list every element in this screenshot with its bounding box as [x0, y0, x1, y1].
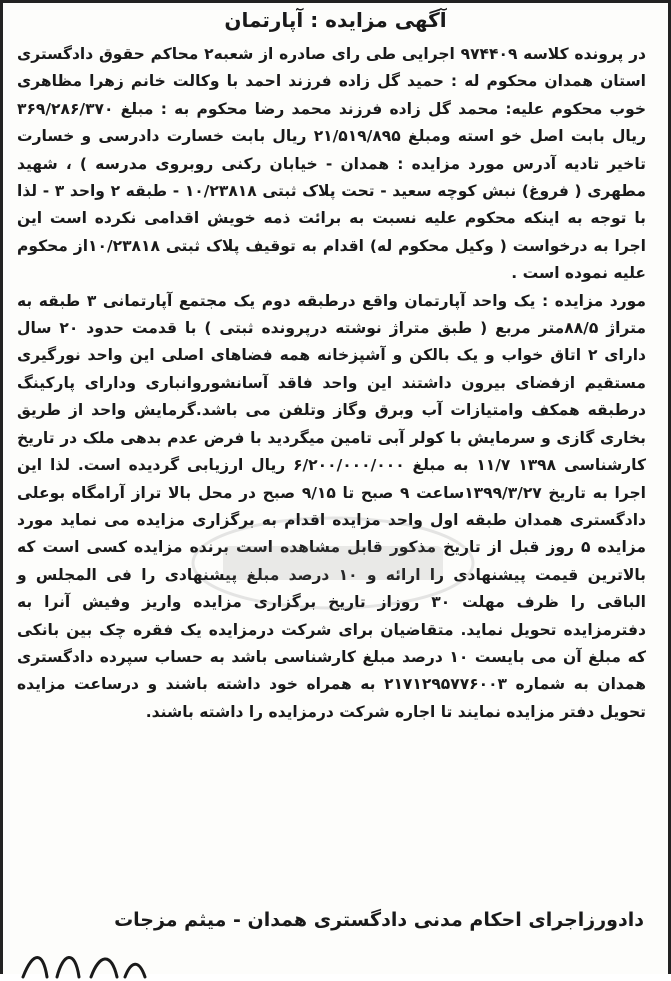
notice-body — [3, 41, 668, 726]
handwritten-mark — [13, 941, 153, 981]
notice-paragraph-case: در پرونده کلاسه ۹۷۴۴۰۹ اجرایی طی رای صادره از شعبه۲ محاکم حقوق دادگستری استان همدان محکوم له : حمید گل زاده فرزند احمد با وکالت خانم زهرا مظاهری خوب محکوم علیه: محمد گل زاده فرزند محمد رضا محکوم به : مبلغ ۳۶۹/۲۸۶/۳۷۰ ریال بابت اصل خو استه ومبلغ ۲۱/۵۱۹/۸۹۵ ریال بابت خسارت دادرسی و خسارت تاخیر تادیه آدرس مورد مزایده : همدان - خیابان رکنی روبروی مدرسه ) ، شهید مطهری ( فروغ) نبش کوچه سعید - تحت پلاک ثبتی ۱۰/۲۳۸۱۸ - طبقه ۲ واحد ۳ - لذا با توجه به اینکه محکوم علیه نسبت به برائت ذمه خویش اقدامی نکرده است این اجرا به درخواست ( وکیل محکوم له) اقدام به توقیف پلاک ثبتی ۱۰/۲۳۸۱۸از محکوم علیه نموده است . — [17, 45, 647, 283]
signature-line: دادورزاجرای احکام مدنی دادگستری همدان - میثم مزجات — [114, 909, 644, 931]
notice-paragraph-auction-item: مورد مزایده : یک واحد آپارتمان واقع درطبقه دوم یک مجتمع آپارتمانی ۳ طبقه به متراژ ۸۸/۵متر مربع ( طبق متراژ نوشته درپرونده ثبتی ) با قدمت حدود ۲۰ سال دارای ۲ اتاق خواب و یک بالکن و آشپزخانه همه فضاهای اصلی این واحد نورگیری مستقیم ازفضای بیرون داشتند این واحد فاقد آسانشوروانباری ودارای پارکینگ درطبقه همکف وامتیازات آب وبرق وگاز وتلفن می باشد.گرمایش واحد از طریق بخاری گازی و سرمایش با کولر آبی تامین میگردید با فرض عدم بدهی ملک در تاریخ کارشناسی ۱۳۹۸ ۱۱/۷ به مبلغ ۶/۲۰۰/۰۰۰/۰۰۰ ریال ارزیابی گردیده است. لذا این اجرا به تاریخ ۱۳۹۹/۳/۲۷ساعت ۹ صبح تا ۹/۱۵ صبح در محل بالا تراز آرامگاه بوعلی دادگستری همدان طبقه اول واحد مزایده اقدام به برگزاری مزایده می نماید مورد مزایده ۵ روز قبل از تاریخ مذکور قابل مشاهده است برنده مزایده کسی است که بالاترین قیمت پیشنهادی را ارائه و ۱۰ درصد مبلغ پیشنهادی را فی المجلس و الباقی را ظرف مهلت ۳۰ روزاز تاریخ برگزاری مزایده واریز وفیش آنرا به دفترمزایده تحویل نماید. متقاضیان برای شرکت درمزایده یک فقره چک بین بانکی که مبلغ آن می بایست ۱۰ درصد مبلغ کارشناسی باشد به حساب سپرده دادگستری همدان به شماره ۲۱۷۱۲۹۵۷۷۶۰۰۳ به همراه خود داشته باشند و درساعت مزایده تحویل دفتر مزایده نمایند تا اجاره شرکت درمزایده را داشته باشند. — [17, 291, 647, 721]
notice-title: آگهی مزایده : آپارتمان — [224, 8, 447, 32]
